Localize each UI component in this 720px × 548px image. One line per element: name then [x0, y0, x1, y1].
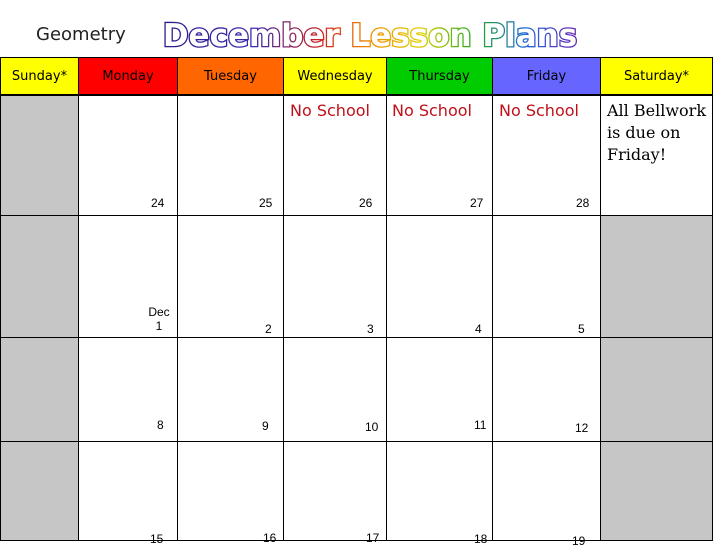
day-header-sunday: Sunday*: [0, 57, 79, 95]
no-school-friday: No School: [499, 101, 579, 120]
day-cell-sunday-week2: [0, 215, 79, 338]
date-dec-2: 2: [265, 322, 272, 336]
day-cell-thursday-week2: [386, 215, 493, 338]
day-cell-thursday-week4: [386, 441, 493, 541]
date-dec-16: 16: [263, 531, 277, 545]
date-dec-10: 10: [365, 420, 379, 434]
day-header-friday: Friday: [492, 57, 601, 95]
date-dec-18: 18: [474, 532, 488, 546]
day-header-monday: Monday: [78, 57, 178, 95]
date-dec-1: [144, 305, 174, 333]
day-cell-sunday-week4: [0, 441, 79, 541]
date-dec-1-part: 1: [155, 319, 163, 333]
page-title-text: December Lesson Plans: [162, 18, 578, 54]
day-cell-wednesday-week4: [283, 441, 387, 541]
date-nov-26: 26: [359, 196, 373, 210]
day-header-wednesday: Wednesday: [283, 57, 387, 95]
page-title: [162, 10, 578, 54]
day-cell-saturday-week2: [600, 215, 713, 338]
date-dec-11: 11: [474, 418, 487, 432]
day-cell-wednesday-week2: [283, 215, 387, 338]
day-header-thursday: Thursday: [386, 57, 493, 95]
date-dec-8: 8: [157, 418, 164, 432]
no-school-wednesday: No School: [290, 101, 370, 120]
date-dec-19: 19: [572, 534, 586, 548]
date-dec-5: 5: [578, 322, 585, 336]
day-cell-tuesday-week2: [177, 215, 284, 338]
date-dec-17: 17: [366, 531, 380, 545]
day-cell-sunday-week1: [0, 95, 79, 216]
saturday-note: All Bellwork is due on Friday!: [607, 101, 707, 164]
date-dec-9: 9: [262, 419, 269, 433]
no-school-thursday: No School: [392, 101, 472, 120]
day-cell-sunday-week3: [0, 337, 79, 442]
date-nov-27: 27: [470, 196, 484, 210]
subject-title: Geometry: [36, 24, 126, 45]
date-dec-12: 12: [575, 421, 589, 435]
day-cell-monday-week4: [78, 441, 178, 541]
day-header-tuesday: Tuesday: [177, 57, 284, 95]
date-dec-15: 15: [150, 532, 164, 546]
day-cell-tuesday-week4: [177, 441, 284, 541]
day-cell-saturday-week4: [600, 441, 713, 541]
date-dec-4: 4: [475, 322, 482, 336]
date-nov-25: 25: [259, 196, 273, 210]
date-nov-24: 24: [151, 196, 165, 210]
day-cell-friday-week2: [492, 215, 601, 338]
day-cell-friday-week4: [492, 441, 601, 541]
day-header-saturday: Saturday*: [600, 57, 713, 95]
date-dec-1-part: Dec: [148, 305, 170, 319]
date-nov-28: 28: [576, 196, 590, 210]
day-cell-saturday-week3: [600, 337, 713, 442]
date-dec-3: 3: [367, 322, 374, 336]
